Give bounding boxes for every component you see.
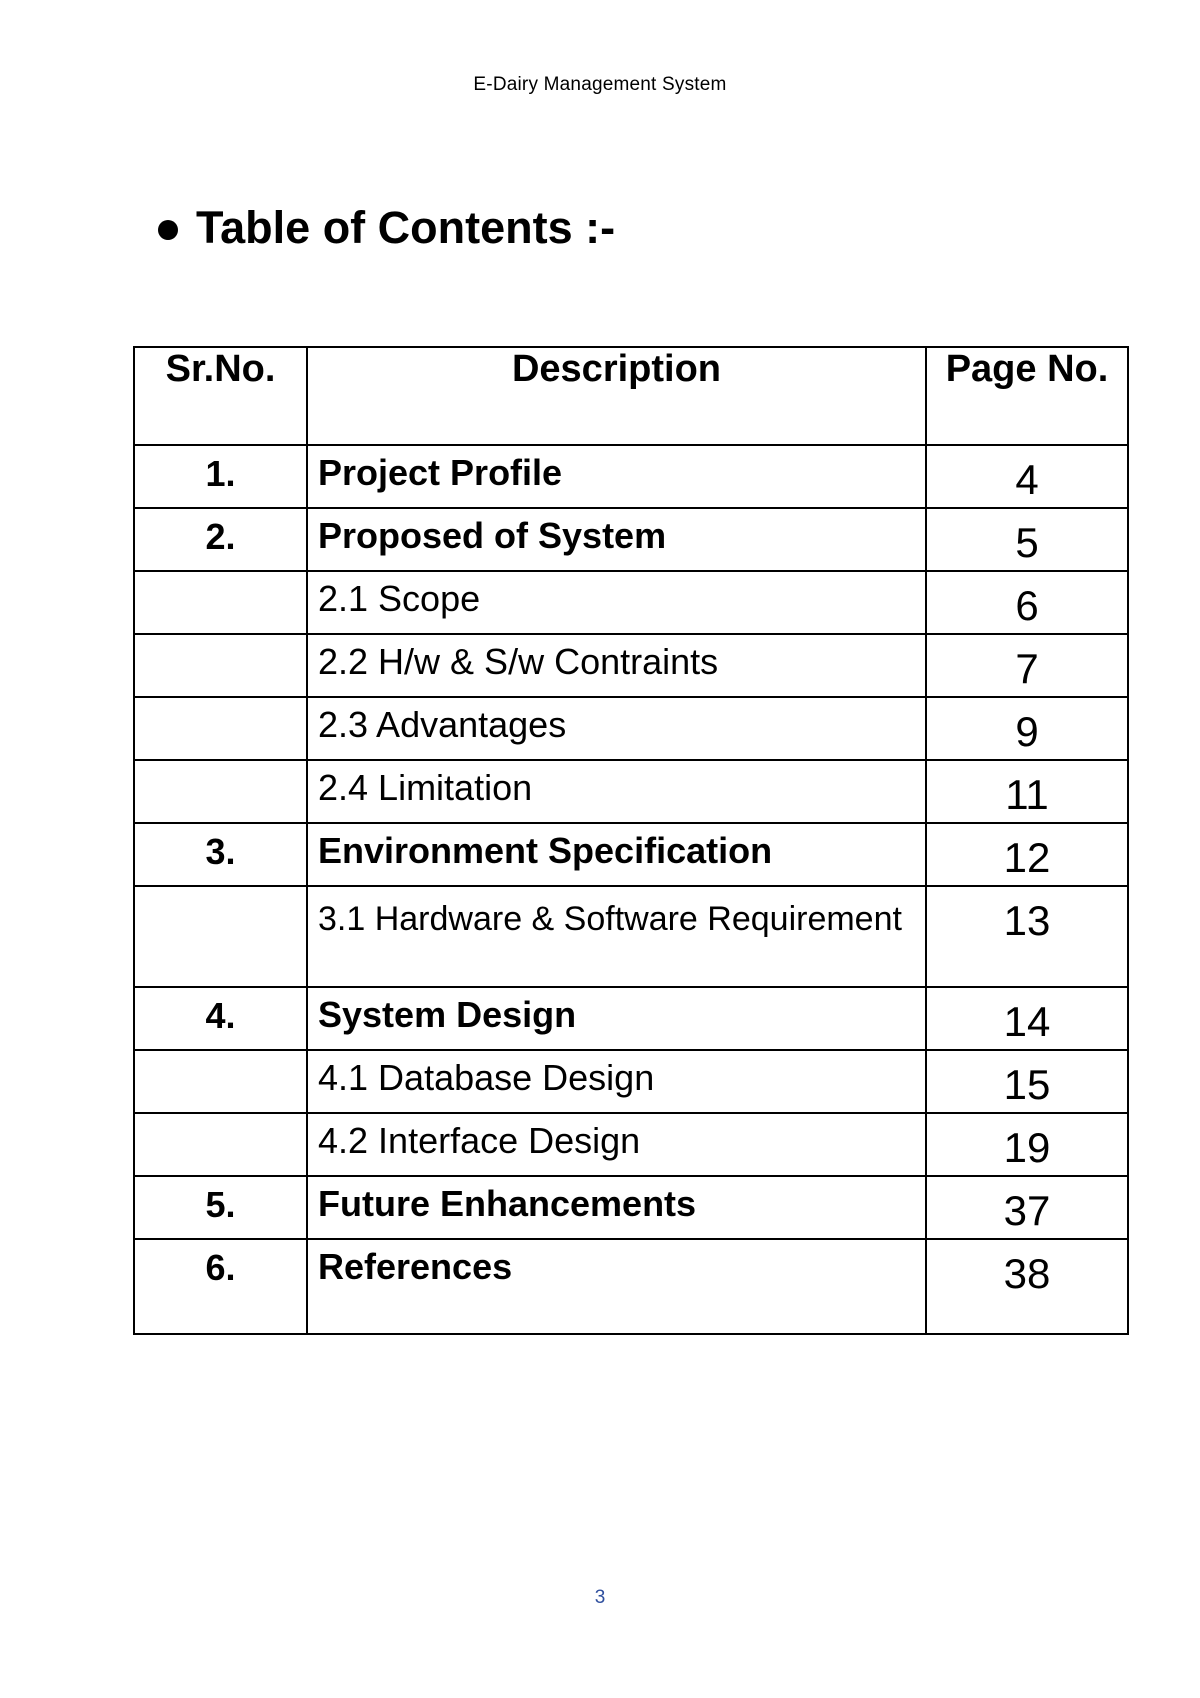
cell-page-no: 38 (926, 1239, 1128, 1334)
cell-description: Environment Specification (307, 823, 926, 886)
cell-page-no: 15 (926, 1050, 1128, 1113)
cell-description: Project Profile (307, 445, 926, 508)
cell-page-no: 9 (926, 697, 1128, 760)
cell-page-no: 13 (926, 886, 1128, 987)
table-row (134, 760, 1128, 823)
column-header-page-no: Page No. (926, 347, 1128, 445)
page-number: 3 (594, 1587, 606, 1608)
cell-sr-no: 3. (134, 823, 307, 886)
cell-page-no: 19 (926, 1113, 1128, 1176)
table-row (134, 508, 1128, 571)
table-row (134, 634, 1128, 697)
cell-page-no: 4 (926, 445, 1128, 508)
table-row (134, 445, 1128, 508)
cell-description: 2.3 Advantages (307, 697, 926, 760)
toc-header-row (134, 347, 1128, 445)
cell-sr-no (134, 886, 307, 987)
table-row (134, 1239, 1128, 1334)
table-row (134, 823, 1128, 886)
cell-page-no: 11 (926, 760, 1128, 823)
cell-page-no: 7 (926, 634, 1128, 697)
cell-sr-no: 5. (134, 1176, 307, 1239)
column-header-description: Description (307, 347, 926, 445)
bullet-icon (158, 220, 178, 240)
cell-sr-no (134, 571, 307, 634)
cell-page-no: 14 (926, 987, 1128, 1050)
cell-description: 3.1 Hardware & Software Requirement (307, 886, 926, 987)
cell-description: 4.2 Interface Design (307, 1113, 926, 1176)
cell-page-no: 5 (926, 508, 1128, 571)
column-header-sr-no: Sr.No. (134, 347, 307, 445)
table-row (134, 1176, 1128, 1239)
cell-sr-no: 4. (134, 987, 307, 1050)
cell-sr-no (134, 1113, 307, 1176)
cell-description: 2.2 H/w & S/w Contraints (307, 634, 926, 697)
cell-sr-no (134, 634, 307, 697)
table-row (134, 886, 1128, 987)
cell-sr-no: 2. (134, 508, 307, 571)
toc-heading-text: Table of Contents :- (196, 202, 616, 253)
cell-description: System Design (307, 987, 926, 1050)
cell-sr-no: 1. (134, 445, 307, 508)
page-header: E-Dairy Management System (473, 74, 727, 95)
table-row (134, 1050, 1128, 1113)
cell-description: Future Enhancements (307, 1176, 926, 1239)
cell-sr-no (134, 697, 307, 760)
table-row (134, 697, 1128, 760)
cell-sr-no (134, 760, 307, 823)
cell-description: Proposed of System (307, 508, 926, 571)
cell-page-no: 37 (926, 1176, 1128, 1239)
cell-description: 4.1 Database Design (307, 1050, 926, 1113)
cell-page-no: 6 (926, 571, 1128, 634)
cell-sr-no (134, 1050, 307, 1113)
toc-table (133, 346, 1129, 1335)
table-row (134, 571, 1128, 634)
cell-description: 2.4 Limitation (307, 760, 926, 823)
cell-description: 2.1 Scope (307, 571, 926, 634)
toc-heading (158, 198, 615, 258)
table-row (134, 987, 1128, 1050)
table-row (134, 1113, 1128, 1176)
cell-sr-no: 6. (134, 1239, 307, 1334)
cell-description: References (307, 1239, 926, 1334)
cell-page-no: 12 (926, 823, 1128, 886)
